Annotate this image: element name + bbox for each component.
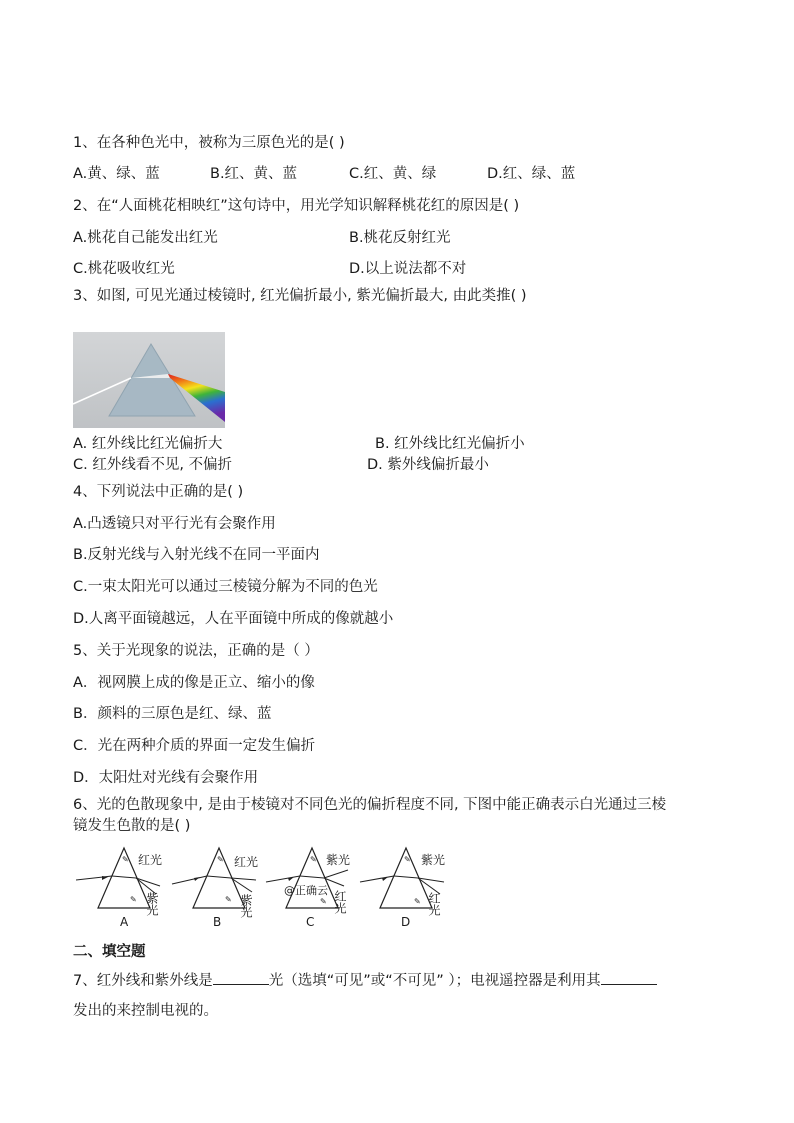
question-4-stem: 4、下列说法中正确的是( ) <box>73 484 244 500</box>
q1-option-c: C.红、黄、绿 <box>349 166 437 182</box>
diagram-c-bottom-label: 红光 <box>333 890 347 914</box>
q1-option-d: D.红、绿、蓝 <box>487 166 576 182</box>
diagram-b-top-label: 红光 <box>234 855 259 869</box>
diagram-d-bottom-label: 红光 <box>427 892 441 916</box>
q2-option-d: D.以上说法都不对 <box>349 261 467 277</box>
diagram-b-letter: B <box>213 915 222 929</box>
diagram-c-top-label: 紫光 <box>326 853 351 867</box>
question-2-stem: 2、在“人面桃花相映红”这句诗中，用光学知识解释桃花红的原因是( ) <box>73 198 520 214</box>
diagram-c-watermark: @正确云 <box>284 884 328 897</box>
question-1-stem: 1、在各种色光中，被称为三原色光的是( ) <box>73 135 345 151</box>
diagram-d-letter: D <box>401 915 411 929</box>
prism-diagram-b <box>172 848 258 929</box>
prism-diagram-a <box>76 848 162 929</box>
q4-option-d: D.人离平面镜越远，人在平面镜中所成的像就越小 <box>73 611 394 627</box>
svg-text:✎: ✎ <box>122 855 129 864</box>
diagram-a-letter: A <box>120 915 129 929</box>
diagram-c-letter: C <box>306 915 315 929</box>
svg-text:✎: ✎ <box>310 855 317 864</box>
q7-blank-2[interactable] <box>601 970 657 985</box>
q7-text-part1: 7、红外线和紫外线是 <box>73 973 213 989</box>
diagram-d-top-label: 紫光 <box>421 853 446 867</box>
q3-option-c: C. 红外线看不见, 不偏折 <box>73 457 233 473</box>
q1-option-b: B.红、黄、蓝 <box>210 166 298 182</box>
q3-option-a: A. 红外线比红光偏折大 <box>73 436 223 452</box>
q5-option-b: B．颜料的三原色是红、绿、蓝 <box>73 706 272 722</box>
q2-option-c: C.桃花吸收红光 <box>73 261 175 277</box>
diagram-b-bottom-label: 紫光 <box>239 894 253 918</box>
question-7-line1 <box>73 970 657 991</box>
prism-diagram-d <box>360 848 445 929</box>
q5-option-c: C．光在两种介质的界面一定发生偏折 <box>73 738 316 754</box>
q3-option-d: D. 紫外线偏折最小 <box>367 457 489 473</box>
section-2-title: 二、填空题 <box>73 944 146 960</box>
q2-option-b: B.桃花反射红光 <box>349 230 451 246</box>
prism-diagram-c <box>266 848 350 929</box>
svg-text:✎: ✎ <box>414 897 421 906</box>
diagram-a-bottom-label: 紫光 <box>145 892 159 916</box>
q7-text-part2: 光（选填“可见”或“不可见” ）；电视遥控器是利用其 <box>268 973 601 989</box>
question-5-stem: 5、关于光现象的说法，正确的是（ ） <box>73 643 319 659</box>
q2-option-a: A.桃花自己能发出红光 <box>73 230 218 246</box>
question-6-stem-line2: 镜发生色散的是( ) <box>73 818 191 834</box>
prism-dispersion-photo <box>73 332 225 428</box>
question-7-line2: 发出的来控制电视的。 <box>73 1003 218 1019</box>
svg-text:✎: ✎ <box>404 855 411 864</box>
svg-text:✎: ✎ <box>217 855 224 864</box>
svg-text:✎: ✎ <box>130 895 137 904</box>
question-3-stem: 3、如图, 可见光通过棱镜时, 红光偏折最小, 紫光偏折最大, 由此类推( ) <box>73 288 527 304</box>
q3-option-b: B. 红外线比红光偏折小 <box>375 436 525 452</box>
q4-option-a: A.凸透镜只对平行光有会聚作用 <box>73 516 276 532</box>
question-6-stem-line1: 6、光的色散现象中, 是由于棱镜对不同色光的偏折程度不同, 下图中能正确表示白光通过三棱 <box>73 797 667 813</box>
q5-option-d: D．太阳灶对光线有会聚作用 <box>73 770 259 786</box>
q4-option-b: B.反射光线与入射光线不在同一平面内 <box>73 547 320 563</box>
q5-option-a: A．视网膜上成的像是正立、缩小的像 <box>73 675 315 691</box>
q1-option-a: A.黄、绿、蓝 <box>73 166 160 182</box>
svg-text:✎: ✎ <box>320 897 327 906</box>
svg-text:✎: ✎ <box>225 895 232 904</box>
q4-option-c: C.一束太阳光可以通过三棱镜分解为不同的色光 <box>73 579 378 595</box>
prism-diagrams-row <box>76 842 456 932</box>
q7-blank-1[interactable] <box>213 970 269 985</box>
diagram-a-top-label: 红光 <box>138 853 163 867</box>
